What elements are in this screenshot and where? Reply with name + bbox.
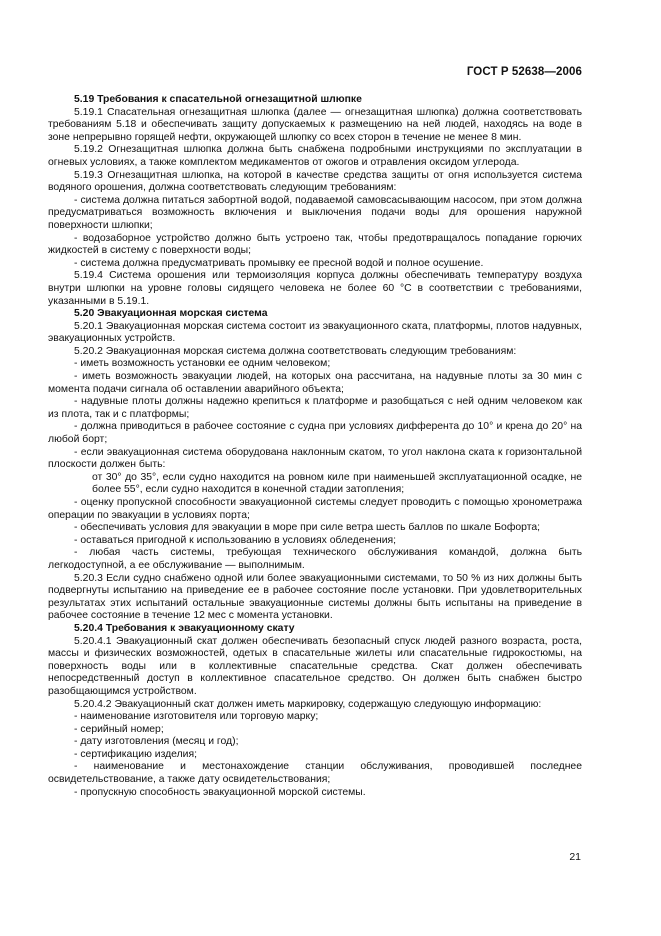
document-body xyxy=(48,94,582,799)
list-item: - иметь возможность эвакуации людей, на которых она рассчитана, на надувные плоты за 30 мин с момента подачи сигнала об оставлении аварийного объекта; xyxy=(48,371,582,395)
list-item: - сертификацию изделия; xyxy=(74,748,197,760)
page-number: 21 xyxy=(569,851,581,863)
list-item: - дату изготовления (месяц и год); xyxy=(74,736,239,748)
list-item: - пропускную способность эвакуационной морской системы. xyxy=(74,786,366,798)
paragraph: 5.20.1 Эвакуационная морская система состоит из эвакуационного ската, платформы, плотов надувных, эвакуационных устройств. xyxy=(48,320,582,345)
paragraph: 5.20.4.1 Эвакуационный скат должен обеспечивать безопасный спуск людей разного возраста, роста, массы и физических возможностей, одетых в спасательные жилеты или спасательные гидрокостюмы, на поверхность воды или в коллективные спасательные средства. Скат должен обеспечивать непосредственный доступ в коллективное спасательное средство. Он должен быть снабжен быстро разобщающимся устройством. xyxy=(48,635,582,697)
paragraph: 5.19.1 Спасательная огнезащитная шлюпка (далее — огнезащитная шлюпка) должна соответствовать требованиям 5.18 и обеспечивать защиту допускаемых к размещению на ней людей, находясь на воде в зоне непрерывно горящей нефти, окружающей шлюпку со всех сторон в течение не менее 8 мин. xyxy=(48,106,582,143)
list-item: - наименование и местонахождение станции обслуживания, проводившей последнее освидетельствование, а также дату освидетельствования; xyxy=(48,761,582,786)
list-item: - система должна предусматривать промывку ее пресной водой и полное осушение. xyxy=(74,257,484,269)
list-item: - система должна питаться забортной водой, подаваемой самовсасывающим насосом, при этом должна предусматриваться возможность включения и выключения подачи воды для орошения наружной поверхности шлюпки; xyxy=(48,194,582,231)
list-item: - оставаться пригодной к использованию в условиях обледенения; xyxy=(74,534,397,546)
list-item: - оценку пропускной способности эвакуационной системы следует проводить с помощью хронометража операции по эвакуации в условиях порта; xyxy=(48,497,582,521)
list-item: - серийный номер; xyxy=(74,723,164,735)
paragraph: 5.20.2 Эвакуационная морская система должна соответствовать следующим требованиям: xyxy=(74,345,517,357)
section-heading: 5.19 Требования к спасательной огнезащитной шлюпке xyxy=(74,94,362,105)
list-item: - наименование изготовителя или торговую марку; xyxy=(74,711,319,723)
list-item: - водозаборное устройство должно быть устроено так, чтобы предотвращалось попадание горючих жидкостей в систему с поверхности воды; xyxy=(48,232,582,257)
paragraph: 5.19.4 Система орошения или термоизоляция корпуса должны обеспечивать температуру воздуха внутри шлюпки на уровне головы сидящего человека не более 60 °С в соответствии с требованиями, указанными в 5.19.1. xyxy=(48,270,582,307)
list-item: - иметь возможность установки ее одним человеком; xyxy=(74,358,331,370)
paragraph: 5.20.4.2 Эвакуационный скат должен иметь маркировку, содержащую следующую информацию: xyxy=(74,698,542,710)
list-item: - если эвакуационная система оборудована наклонным скатом, то угол наклона ската к горизонтальной плоскости должен быть: xyxy=(48,446,582,471)
standard-header: ГОСТ Р 52638—2006 xyxy=(466,66,582,78)
sub-paragraph: от 30° до 35°, если судно находится на ровном киле при наименьшей эксплуатационной осадке, не более 55°, если судно находится в конечной стадии затопления; xyxy=(92,471,582,496)
paragraph: 5.20.3 Если судно снабжено одной или более эвакуационными системами, то 50 % из них должны быть подвергнуты испытанию на приведение ее в рабочее состояние после установки. При удовлетворительных результатах этих испытаний остальные эвакуационные системы должны быть испытаны на приведение в рабочее состояние в течение 12 мес с момента установки. xyxy=(48,572,582,622)
paragraph: 5.19.3 Огнезащитная шлюпка, на которой в качестве средства защиты от огня используется система водяного орошения, должна соответствовать следующим требованиям: xyxy=(48,169,582,194)
list-item: - любая часть системы, требующая технического обслуживания командой, должна быть легкодоступной, а ее обслуживание — выполнимым. xyxy=(48,547,582,571)
list-item: - надувные плоты должны надежно крепиться к платформе и разобщаться с ней одним человеком как из плота, так и с платформы; xyxy=(48,396,582,420)
list-item: - обеспечивать условия для эвакуации в море при силе ветра шесть баллов по шкале Бофорта; xyxy=(74,522,541,534)
section-heading: 5.20 Эвакуационная морская система xyxy=(74,308,268,320)
list-item: - должна приводиться в рабочее состояние с судна при условиях дифферента до 10° и крена до 20° на любой борт; xyxy=(48,421,582,446)
paragraph: 5.19.2 Огнезащитная шлюпка должна быть снабжена подробными инструкциями по эксплуатации в огневых условиях, а также комплектом медикаментов от ожогов и отравления оксидом углерода. xyxy=(48,144,582,168)
section-heading: 5.20.4 Требования к эвакуационному скату xyxy=(74,622,295,634)
